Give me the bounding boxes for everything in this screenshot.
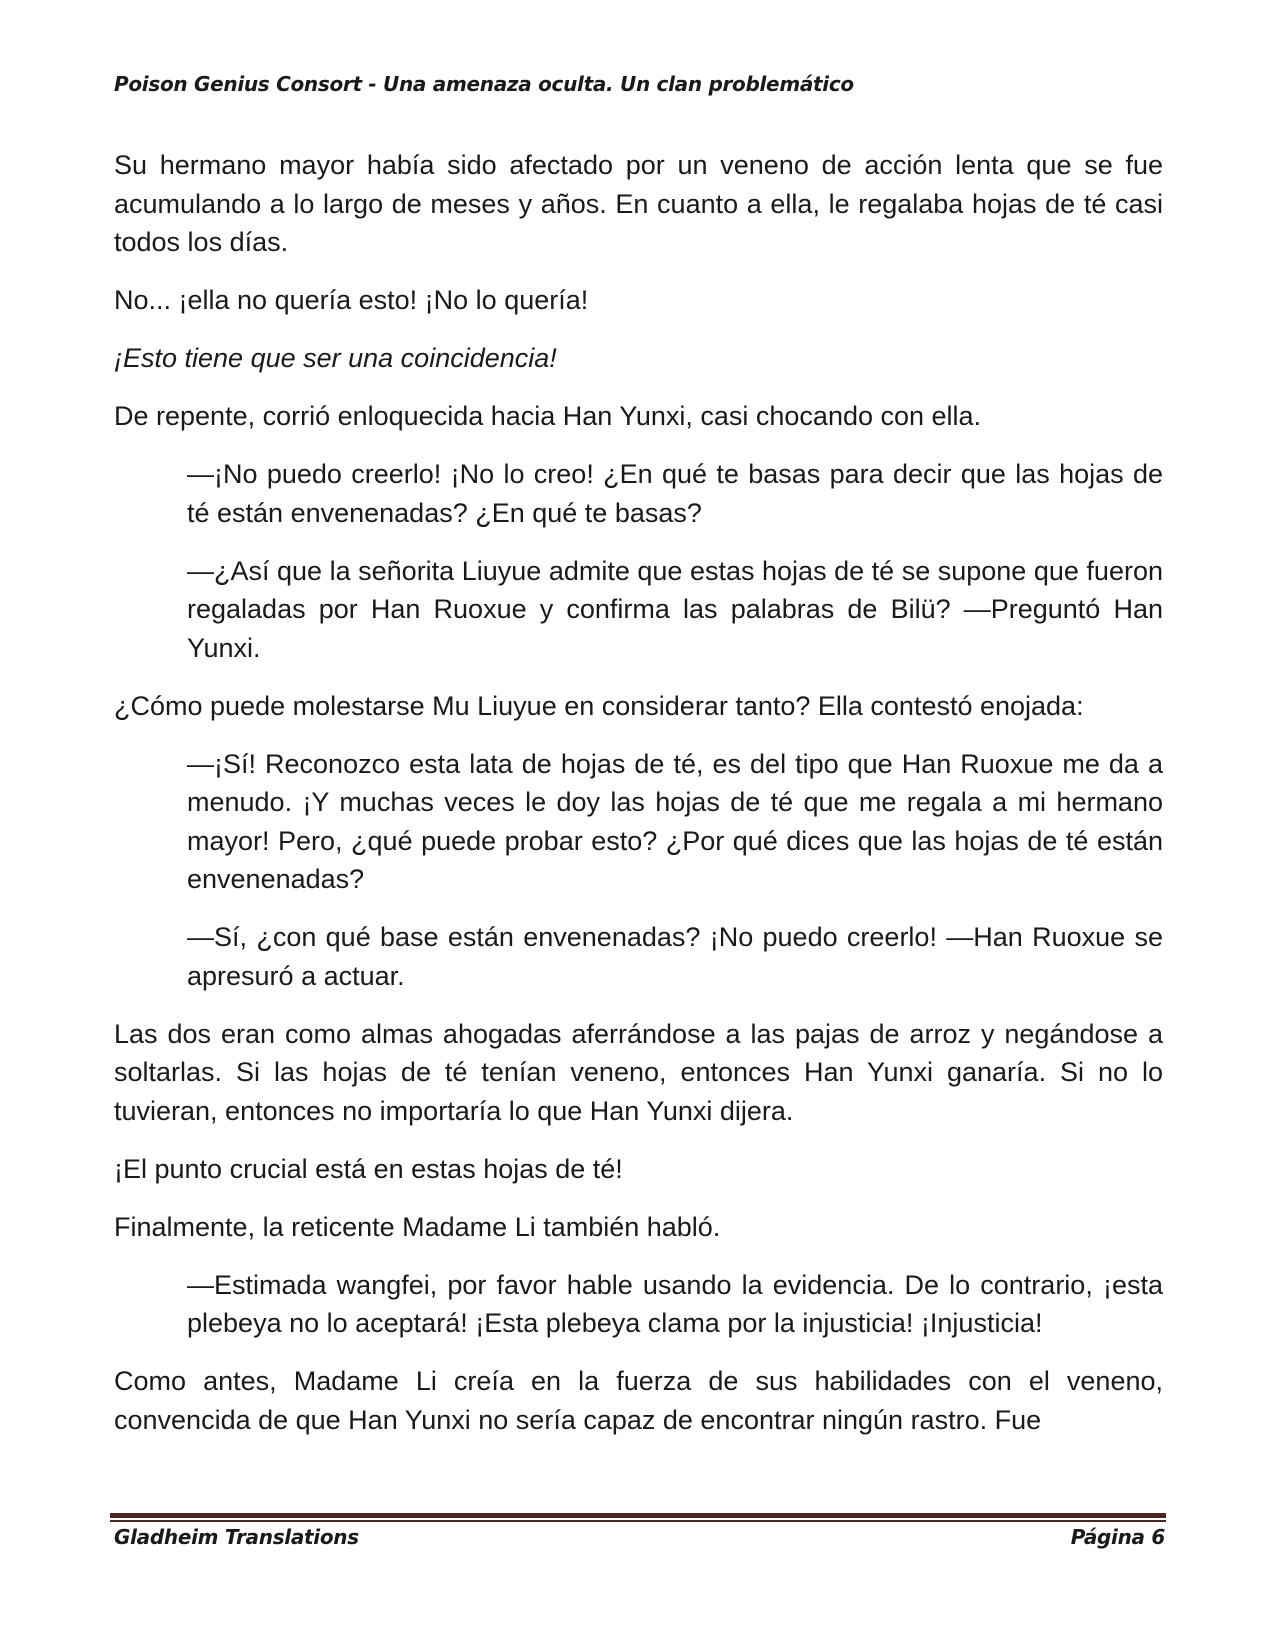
paragraph: ¿Cómo puede molestarse Mu Liuyue en considerar tanto? Ella contestó enojada: bbox=[114, 690, 1084, 721]
paragraph: ¡El punto crucial está en estas hojas de té! bbox=[114, 1153, 623, 1184]
footer-page-number: Página 6 bbox=[1070, 1525, 1165, 1549]
page-header: Poison Genius Consort - Una amenaza oculta. Un clan problemático bbox=[114, 72, 854, 96]
dialogue-paragraph: —¡Sí! Reconozco esta lata de hojas de té, es del tipo que Han Ruoxue me da a menudo. ¡Y muchas veces le doy las hojas de té que me regala a mi hermano mayor! Pero, ¿qué puede probar esto? ¿Por qué dices que las hojas de té están envenenadas? bbox=[187, 748, 1163, 894]
footer-translator: Gladheim Translations bbox=[114, 1525, 359, 1549]
dialogue-paragraph: —¡No puedo creerlo! ¡No lo creo! ¿En qué te basas para decir que las hojas de té están envenenadas? ¿En qué te basas? bbox=[187, 459, 1163, 528]
paragraph: Finalmente, la reticente Madame Li también habló. bbox=[114, 1211, 721, 1242]
page-body bbox=[114, 146, 1163, 1439]
dialogue-paragraph: —Estimada wangfei, por favor hable usando la evidencia. De lo contrario, ¡esta plebeya no lo aceptará! ¡Esta plebeya clama por la injusticia! ¡Injusticia! bbox=[187, 1269, 1163, 1338]
paragraph: Como antes, Madame Li creía en la fuerza de sus habilidades con el veneno, convencida de que Han Yunxi no sería capaz de encontrar ningún rastro. Fue bbox=[114, 1366, 1163, 1435]
paragraph: Las dos eran como almas ahogadas aferrándose a las pajas de arroz y negándose a soltarlas. Si las hojas de té tenían veneno, entonces Han Yunxi ganaría. Si no lo tuvieran, entonces no importaría lo que Han Yunxi dijera. bbox=[114, 1018, 1163, 1126]
paragraph: De repente, corrió enloquecida hacia Han Yunxi, casi chocando con ella. bbox=[114, 401, 982, 431]
italic-thought: ¡Esto tiene que ser una coincidencia! bbox=[114, 343, 557, 373]
paragraph: No... ¡ella no quería esto! ¡No lo quería! bbox=[114, 285, 589, 315]
dialogue-paragraph: —¿Así que la señorita Liuyue admite que estas hojas de té se supone que fueron regaladas por Han Ruoxue y confirma las palabras de Bilü? —Preguntó Han Yunxi. bbox=[187, 555, 1163, 663]
footer-divider-thin bbox=[110, 1520, 1166, 1522]
dialogue-paragraph: —Sí, ¿con qué base están envenenadas? ¡No puedo creerlo! —Han Ruoxue se apresuró a actuar. bbox=[187, 922, 1163, 991]
footer-divider-thick bbox=[110, 1513, 1166, 1518]
paragraph: Su hermano mayor había sido afectado por un veneno de acción lenta que se fue acumulando a lo largo de meses y años. En cuanto a ella, le regalaba hojas de té casi todos los días. bbox=[114, 150, 1163, 257]
